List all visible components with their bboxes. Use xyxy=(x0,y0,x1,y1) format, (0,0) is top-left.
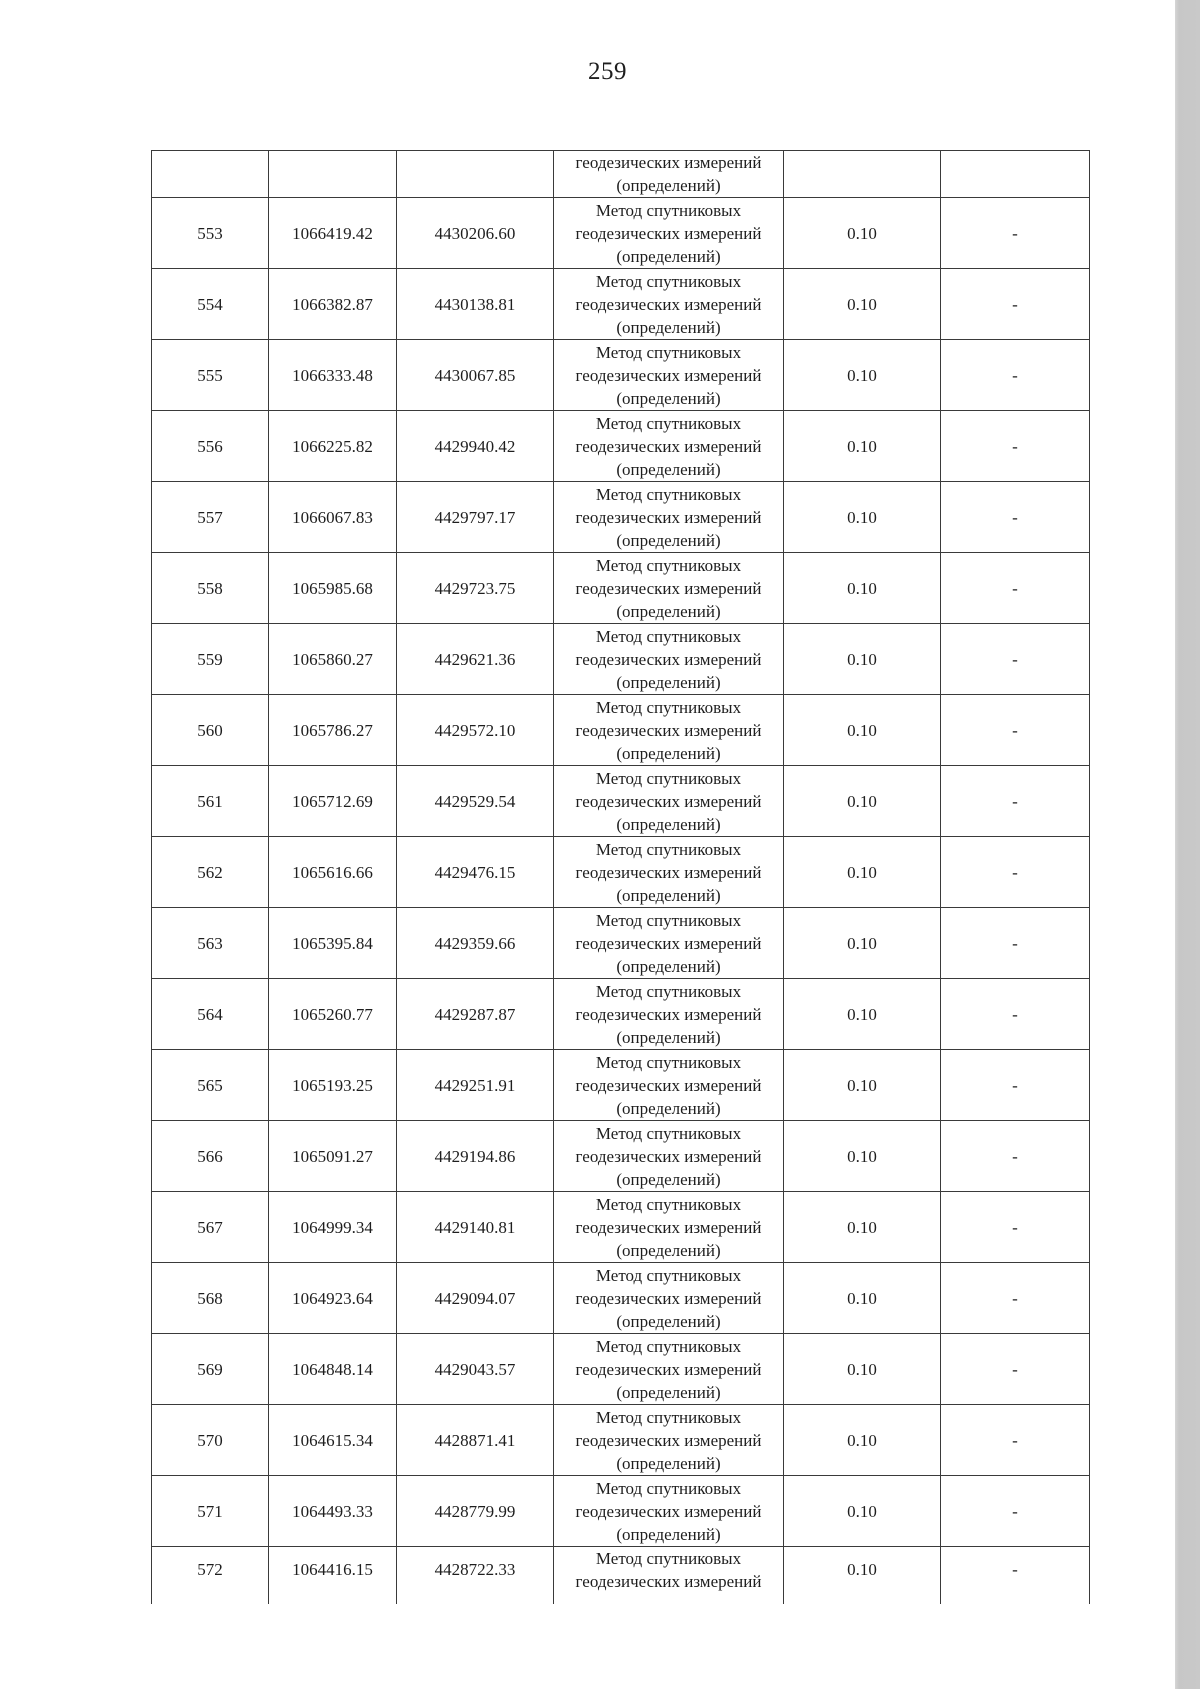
method-line-1: Метод спутниковых xyxy=(595,271,742,291)
method-line-2: геодезических измерений xyxy=(575,1572,762,1591)
x-coordinate-cell: 1065395.84 xyxy=(269,908,397,979)
description-cell: - xyxy=(941,624,1090,695)
table-row xyxy=(152,269,1090,340)
description-cell: - xyxy=(941,1405,1090,1476)
point-number-cell: 557 xyxy=(152,482,269,553)
description-cell: - xyxy=(941,695,1090,766)
method-cell xyxy=(554,1121,784,1192)
accuracy-cell: 0.10 xyxy=(784,482,941,553)
table-body xyxy=(152,151,1090,1605)
x-coordinate-cell: 1064999.34 xyxy=(269,1192,397,1263)
description-cell: - xyxy=(941,1334,1090,1405)
accuracy-cell: 0.10 xyxy=(784,340,941,411)
y-coordinate-cell: 4429476.15 xyxy=(397,837,554,908)
method-cell xyxy=(554,1334,784,1405)
x-coordinate-cell: 1064493.33 xyxy=(269,1476,397,1547)
method-line-1: Метод спутниковых xyxy=(595,1265,742,1285)
table-row xyxy=(152,766,1090,837)
method-line-1: Метод спутниковых xyxy=(595,839,742,859)
method-line-3: (определений) xyxy=(616,317,721,337)
method-cell xyxy=(554,411,784,482)
point-number-cell: 563 xyxy=(152,908,269,979)
y-coordinate-cell: 4428722.33 xyxy=(397,1547,554,1605)
method-line-2: геодезических измерений xyxy=(575,365,762,385)
y-coordinate-cell: 4429940.42 xyxy=(397,411,554,482)
y-coordinate-cell: 4428871.41 xyxy=(397,1405,554,1476)
y-coordinate-cell: 4429043.57 xyxy=(397,1334,554,1405)
continuation-row xyxy=(152,151,1090,198)
description-cell: - xyxy=(941,269,1090,340)
description-cell: - xyxy=(941,553,1090,624)
method-line-1: Метод спутниковых xyxy=(595,342,742,362)
x-coordinate-cell: 1064416.15 xyxy=(269,1547,397,1605)
method-line-3: (определений) xyxy=(616,1382,721,1402)
method-line-2: геодезических измерений xyxy=(575,1359,762,1379)
method-line-2: геодезических измерений xyxy=(575,1288,762,1308)
method-line-1: Метод спутниковых xyxy=(595,413,742,433)
x-coordinate-cell: 1066225.82 xyxy=(269,411,397,482)
y-coordinate-cell: 4429251.91 xyxy=(397,1050,554,1121)
y-coordinate-cell: 4428779.99 xyxy=(397,1476,554,1547)
coordinates-table xyxy=(151,150,1090,1604)
method-line-1: Метод спутниковых xyxy=(595,1123,742,1143)
method-line-1: Метод спутниковых xyxy=(595,200,742,220)
accuracy-cell xyxy=(784,151,941,198)
accuracy-cell: 0.10 xyxy=(784,553,941,624)
description-cell xyxy=(941,151,1090,198)
accuracy-cell: 0.10 xyxy=(784,695,941,766)
method-line-1: Метод спутниковых xyxy=(595,1336,742,1356)
y-coordinate-cell: 4429287.87 xyxy=(397,979,554,1050)
table-row xyxy=(152,553,1090,624)
point-number-cell: 564 xyxy=(152,979,269,1050)
method-cell xyxy=(554,908,784,979)
method-line-2: геодезических измерений xyxy=(575,720,762,740)
accuracy-cell: 0.10 xyxy=(784,1547,941,1605)
method-line-3: (определений) xyxy=(616,1524,721,1544)
accuracy-cell: 0.10 xyxy=(784,198,941,269)
accuracy-cell: 0.10 xyxy=(784,411,941,482)
y-coordinate-cell: 4429194.86 xyxy=(397,1121,554,1192)
method-line-2: геодезических измерений xyxy=(575,436,762,456)
point-number-cell: 561 xyxy=(152,766,269,837)
y-coordinate-cell: 4429797.17 xyxy=(397,482,554,553)
method-line-1: Метод спутниковых xyxy=(595,555,742,575)
point-number-cell: 566 xyxy=(152,1121,269,1192)
accuracy-cell: 0.10 xyxy=(784,979,941,1050)
point-number-cell: 569 xyxy=(152,1334,269,1405)
table-row xyxy=(152,695,1090,766)
method-line-3: (определений) xyxy=(616,246,721,266)
description-cell: - xyxy=(941,340,1090,411)
method-cell xyxy=(554,151,784,198)
point-number-cell: 560 xyxy=(152,695,269,766)
method-line-2: геодезических измерений xyxy=(575,791,762,811)
method-line-1: Метод спутниковых xyxy=(595,626,742,646)
method-cell xyxy=(554,837,784,908)
x-coordinate-cell: 1064848.14 xyxy=(269,1334,397,1405)
method-line-3: (определений) xyxy=(616,1311,721,1331)
point-number-cell: 567 xyxy=(152,1192,269,1263)
page-edge-shadow xyxy=(1175,0,1200,1689)
method-cell xyxy=(554,979,784,1050)
method-line-1: Метод спутниковых xyxy=(595,1549,742,1568)
table-row xyxy=(152,1121,1090,1192)
description-cell: - xyxy=(941,837,1090,908)
point-number-cell: 570 xyxy=(152,1405,269,1476)
method-line-3: (определений) xyxy=(616,176,721,195)
table-row xyxy=(152,1405,1090,1476)
y-coordinate-cell: 4429572.10 xyxy=(397,695,554,766)
x-coordinate-cell: 1065260.77 xyxy=(269,979,397,1050)
method-cell xyxy=(554,695,784,766)
method-cell xyxy=(554,1476,784,1547)
table-row xyxy=(152,837,1090,908)
page-number: 259 xyxy=(588,58,627,85)
table-row xyxy=(152,1192,1090,1263)
method-cell xyxy=(554,269,784,340)
point-number-cell: 562 xyxy=(152,837,269,908)
y-coordinate-cell: 4429621.36 xyxy=(397,624,554,695)
x-coordinate-cell: 1066333.48 xyxy=(269,340,397,411)
method-line-2: геодезических измерений xyxy=(575,507,762,527)
accuracy-cell: 0.10 xyxy=(784,269,941,340)
method-line-2: геодезических измерений xyxy=(575,933,762,953)
method-cell xyxy=(554,766,784,837)
y-coordinate-cell: 4429094.07 xyxy=(397,1263,554,1334)
description-cell: - xyxy=(941,1547,1090,1605)
method-line-2: геодезических измерений xyxy=(575,294,762,314)
method-cell xyxy=(554,1405,784,1476)
method-line-3: (определений) xyxy=(616,672,721,692)
x-coordinate-cell: 1065091.27 xyxy=(269,1121,397,1192)
method-line-3: (определений) xyxy=(616,601,721,621)
description-cell: - xyxy=(941,1263,1090,1334)
point-number-cell: 556 xyxy=(152,411,269,482)
method-line-1: Метод спутниковых xyxy=(595,981,742,1001)
accuracy-cell: 0.10 xyxy=(784,766,941,837)
table-row xyxy=(152,624,1090,695)
description-cell: - xyxy=(941,979,1090,1050)
description-cell: - xyxy=(941,1050,1090,1121)
x-coordinate-cell: 1065786.27 xyxy=(269,695,397,766)
table-row xyxy=(152,1547,1090,1605)
method-cell xyxy=(554,340,784,411)
method-cell xyxy=(554,482,784,553)
x-coordinate-cell: 1066419.42 xyxy=(269,198,397,269)
description-cell: - xyxy=(941,198,1090,269)
x-coordinate-cell xyxy=(269,151,397,198)
method-line-2: геодезических измерений xyxy=(575,153,762,172)
point-number-cell: 558 xyxy=(152,553,269,624)
point-number-cell: 568 xyxy=(152,1263,269,1334)
description-cell: - xyxy=(941,482,1090,553)
method-line-1: Метод спутниковых xyxy=(595,1407,742,1427)
method-line-1: Метод спутниковых xyxy=(595,1052,742,1072)
y-coordinate-cell: 4429529.54 xyxy=(397,766,554,837)
accuracy-cell: 0.10 xyxy=(784,837,941,908)
method-cell xyxy=(554,198,784,269)
method-line-1: Метод спутниковых xyxy=(595,484,742,504)
point-number-cell: 571 xyxy=(152,1476,269,1547)
method-line-3: (определений) xyxy=(616,1169,721,1189)
method-line-2: геодезических измерений xyxy=(575,1501,762,1521)
description-cell: - xyxy=(941,1476,1090,1547)
table-row xyxy=(152,908,1090,979)
method-line-3: (определений) xyxy=(616,459,721,479)
point-number-cell: 565 xyxy=(152,1050,269,1121)
y-coordinate-cell: 4430067.85 xyxy=(397,340,554,411)
method-line-2: геодезических измерений xyxy=(575,1075,762,1095)
accuracy-cell: 0.10 xyxy=(784,1334,941,1405)
method-line-1: Метод спутниковых xyxy=(595,910,742,930)
point-number-cell: 572 xyxy=(152,1547,269,1605)
x-coordinate-cell: 1066067.83 xyxy=(269,482,397,553)
table-row xyxy=(152,1334,1090,1405)
x-coordinate-cell: 1065193.25 xyxy=(269,1050,397,1121)
method-line-3: (определений) xyxy=(616,388,721,408)
method-line-3: (определений) xyxy=(616,1027,721,1047)
method-cell xyxy=(554,624,784,695)
description-cell: - xyxy=(941,411,1090,482)
method-line-3: (определений) xyxy=(616,885,721,905)
method-line-3: (определений) xyxy=(616,1453,721,1473)
method-line-3: (определений) xyxy=(616,956,721,976)
accuracy-cell: 0.10 xyxy=(784,1476,941,1547)
table-row xyxy=(152,1476,1090,1547)
table-row xyxy=(152,340,1090,411)
method-cell xyxy=(554,1263,784,1334)
y-coordinate-cell: 4429359.66 xyxy=(397,908,554,979)
x-coordinate-cell: 1065712.69 xyxy=(269,766,397,837)
method-cell xyxy=(554,1192,784,1263)
point-number-cell: 559 xyxy=(152,624,269,695)
method-line-2: геодезических измерений xyxy=(575,578,762,598)
table-row xyxy=(152,198,1090,269)
point-number-cell xyxy=(152,151,269,198)
method-line-1: Метод спутниковых xyxy=(595,1194,742,1214)
accuracy-cell: 0.10 xyxy=(784,1050,941,1121)
table-row xyxy=(152,1263,1090,1334)
method-line-2: геодезических измерений xyxy=(575,223,762,243)
table-row xyxy=(152,411,1090,482)
description-cell: - xyxy=(941,908,1090,979)
method-line-3: (определений) xyxy=(616,1098,721,1118)
description-cell: - xyxy=(941,766,1090,837)
method-line-2: геодезических измерений xyxy=(575,649,762,669)
method-line-3: (определений) xyxy=(616,814,721,834)
accuracy-cell: 0.10 xyxy=(784,1192,941,1263)
y-coordinate-cell: 4430138.81 xyxy=(397,269,554,340)
method-line-1: Метод спутниковых xyxy=(595,768,742,788)
method-line-1: Метод спутниковых xyxy=(595,1478,742,1498)
description-cell: - xyxy=(941,1121,1090,1192)
method-line-3: (определений) xyxy=(616,530,721,550)
method-line-2: геодезических измерений xyxy=(575,1146,762,1166)
method-line-2: геодезических измерений xyxy=(575,1430,762,1450)
x-coordinate-cell: 1064615.34 xyxy=(269,1405,397,1476)
x-coordinate-cell: 1065860.27 xyxy=(269,624,397,695)
point-number-cell: 554 xyxy=(152,269,269,340)
y-coordinate-cell xyxy=(397,151,554,198)
x-coordinate-cell: 1064923.64 xyxy=(269,1263,397,1334)
table-row xyxy=(152,482,1090,553)
accuracy-cell: 0.10 xyxy=(784,1405,941,1476)
x-coordinate-cell: 1065616.66 xyxy=(269,837,397,908)
y-coordinate-cell: 4429723.75 xyxy=(397,553,554,624)
method-line-3: (определений) xyxy=(616,1240,721,1260)
method-line-2: геодезических измерений xyxy=(575,1217,762,1237)
method-cell xyxy=(554,553,784,624)
accuracy-cell: 0.10 xyxy=(784,624,941,695)
method-line-2: геодезических измерений xyxy=(575,862,762,882)
method-line-1: Метод спутниковых xyxy=(595,697,742,717)
y-coordinate-cell: 4429140.81 xyxy=(397,1192,554,1263)
method-line-2: геодезических измерений xyxy=(575,1004,762,1024)
accuracy-cell: 0.10 xyxy=(784,1121,941,1192)
point-number-cell: 553 xyxy=(152,198,269,269)
x-coordinate-cell: 1066382.87 xyxy=(269,269,397,340)
point-number-cell: 555 xyxy=(152,340,269,411)
y-coordinate-cell: 4430206.60 xyxy=(397,198,554,269)
table-row xyxy=(152,979,1090,1050)
method-cell xyxy=(554,1050,784,1121)
table-row xyxy=(152,1050,1090,1121)
method-line-3: (определений) xyxy=(616,743,721,763)
accuracy-cell: 0.10 xyxy=(784,1263,941,1334)
accuracy-cell: 0.10 xyxy=(784,908,941,979)
description-cell: - xyxy=(941,1192,1090,1263)
x-coordinate-cell: 1065985.68 xyxy=(269,553,397,624)
method-cell xyxy=(554,1547,784,1605)
